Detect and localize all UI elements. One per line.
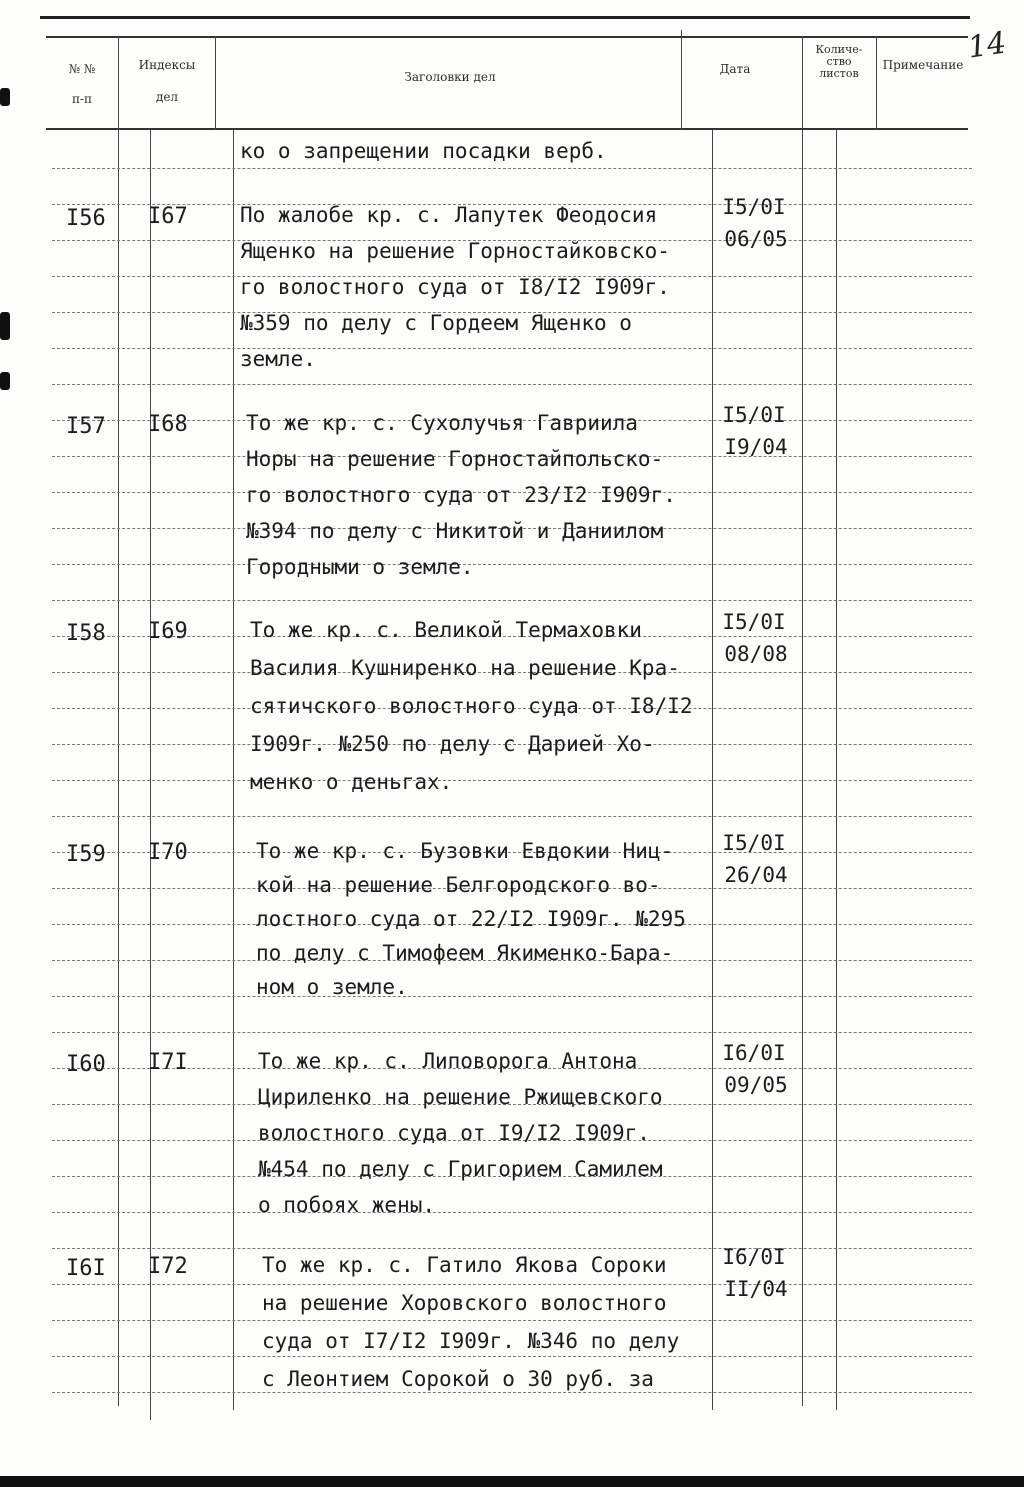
entry-title-line: суда от I7/I2 I909г. №346 по делу xyxy=(262,1329,680,1353)
entry-title-line: I909г. №250 по делу с Дарией Хо- xyxy=(250,732,655,756)
entry-number: I59 xyxy=(66,842,106,867)
entry-title-line: сятичского волостного суда от I8/I2 xyxy=(250,694,693,718)
entry-title-line: То же кр. с. Липоворога Антона xyxy=(258,1049,638,1073)
row-rule xyxy=(52,1032,972,1033)
entry-date-start: I6/0I xyxy=(722,1245,786,1269)
entry-date-start: I5/0I xyxy=(722,195,786,219)
entry-title-line: на решение Хоровского волостного xyxy=(262,1291,667,1315)
entry-date-end: II/04 xyxy=(724,1277,788,1301)
row-rule xyxy=(52,1320,972,1321)
entry-number: I56 xyxy=(66,206,106,231)
entry-title-line: ном о земле. xyxy=(256,975,408,999)
header-sheets-label: Количе- xyxy=(815,43,863,56)
entry-title-line: менко о деньгах. xyxy=(250,770,453,794)
entry-date-start: I5/0I xyxy=(722,403,786,427)
continuation-text: ко о запрещении посадки верб. xyxy=(240,139,607,163)
header-sheets-col xyxy=(802,44,876,80)
entry-index: I70 xyxy=(148,840,188,865)
row-rule xyxy=(52,1392,972,1393)
header-number-label: № № xyxy=(68,62,96,76)
row-rule xyxy=(52,1212,972,1213)
binding-mark xyxy=(0,372,10,390)
header-titles: Заголовки дел xyxy=(404,70,496,84)
entry-title-line: По жалобе кр. с. Лапутек Феодосия xyxy=(240,203,658,227)
entry-title-line: То же кр. с. Бузовки Евдокии Ниц- xyxy=(256,839,674,863)
entry-number: I57 xyxy=(66,414,106,439)
entry-index: I69 xyxy=(148,619,188,644)
entry-index: I68 xyxy=(148,412,188,437)
binding-mark xyxy=(0,88,10,106)
entry-date-start: I6/0I xyxy=(722,1041,786,1065)
column-divider xyxy=(150,130,151,1420)
entry-title-line: земле. xyxy=(240,347,316,371)
header-date: Дата xyxy=(719,62,751,76)
entry-title-line: Ященко на решение Горностайковско- xyxy=(240,239,670,263)
entry-date-start: I5/0I xyxy=(722,831,786,855)
column-divider xyxy=(836,130,837,1410)
row-rule xyxy=(52,1356,972,1357)
column-divider xyxy=(712,130,713,1410)
header-index-col xyxy=(122,58,212,104)
entry-title-line: кой на решение Белгородского во- xyxy=(256,873,661,897)
page-top-edge xyxy=(40,16,970,19)
column-divider xyxy=(233,130,234,1410)
table-top-border xyxy=(46,36,968,38)
entry-title-line: волостного суда от I9/I2 I909г. xyxy=(258,1121,650,1145)
entry-title-line: То же кр. с. Сухолучья Гавриила xyxy=(246,411,638,435)
entry-title-line: о побоях жены. xyxy=(258,1193,436,1217)
entry-date-end: 09/05 xyxy=(724,1073,788,1097)
entry-number: I6I xyxy=(66,1256,106,1281)
entry-title-line: №454 по делу с Григорием Самилем xyxy=(258,1157,663,1181)
column-divider xyxy=(876,36,877,130)
header-sheets-label-2: ство xyxy=(826,55,852,68)
row-rule xyxy=(52,780,972,781)
entry-title-line: №394 по делу с Никитой и Даниилом xyxy=(246,519,664,543)
entry-date-end: 06/05 xyxy=(724,227,788,251)
header-index-label: Индексы xyxy=(138,58,196,72)
row-rule xyxy=(52,600,972,601)
row-rule xyxy=(52,1284,972,1285)
entry-title-line: лостного суда от 22/I2 I909г. №295 xyxy=(256,907,686,931)
row-rule xyxy=(52,384,972,385)
row-rule xyxy=(52,1248,972,1249)
entry-title-line: Норы на решение Горностайпольско- xyxy=(246,447,664,471)
header-sheets-label-3: листов xyxy=(819,67,859,80)
entry-index: I7I xyxy=(148,1050,188,1075)
header-number-sublabel: п-п xyxy=(71,92,93,106)
entry-date-end: 08/08 xyxy=(724,642,788,666)
page-number: 14 xyxy=(965,25,1009,66)
column-divider xyxy=(681,30,682,130)
entry-index: I72 xyxy=(148,1254,188,1279)
column-divider xyxy=(118,36,119,1406)
entry-title-line: №359 по делу с Гордеем Ященко о xyxy=(240,311,632,335)
header-bottom-border xyxy=(46,128,968,130)
entry-title-line: Цириленко на решение Ржищевского xyxy=(258,1085,663,1109)
page-bottom-edge xyxy=(0,1476,1024,1487)
header-number-col xyxy=(52,62,112,106)
row-rule xyxy=(52,348,972,349)
entry-title-line: по делу с Тимофеем Якименко-Бара- xyxy=(256,941,674,965)
entry-title-line: То же кр. с. Гатило Якова Сороки xyxy=(262,1253,667,1277)
entry-title-line: с Леонтием Сорокой о 30 руб. за xyxy=(262,1367,654,1391)
entry-title-line: го волостного суда от I8/I2 I909г. xyxy=(240,275,670,299)
entry-number: I60 xyxy=(66,1052,106,1077)
column-divider xyxy=(215,36,216,130)
binding-mark xyxy=(0,312,10,340)
entry-title-line: Городными о земле. xyxy=(246,555,474,579)
row-rule xyxy=(52,168,972,169)
entry-date-end: 26/04 xyxy=(724,863,788,887)
header-index-sublabel: дел xyxy=(155,90,179,104)
entry-title-line: То же кр. с. Великой Термаховки xyxy=(250,618,642,642)
entry-index: I67 xyxy=(148,204,188,229)
entry-title-line: го волостного суда от 23/I2 I909г. xyxy=(246,483,676,507)
entry-title-line: Василия Кушниренко на решение Кра- xyxy=(250,656,680,680)
row-rule xyxy=(52,816,972,817)
entry-number: I58 xyxy=(66,621,106,646)
row-rule xyxy=(52,564,972,565)
entry-date-end: I9/04 xyxy=(724,435,788,459)
entry-date-start: I5/0I xyxy=(722,610,786,634)
header-notes: Примечание xyxy=(882,58,964,72)
row-rule xyxy=(52,996,972,997)
